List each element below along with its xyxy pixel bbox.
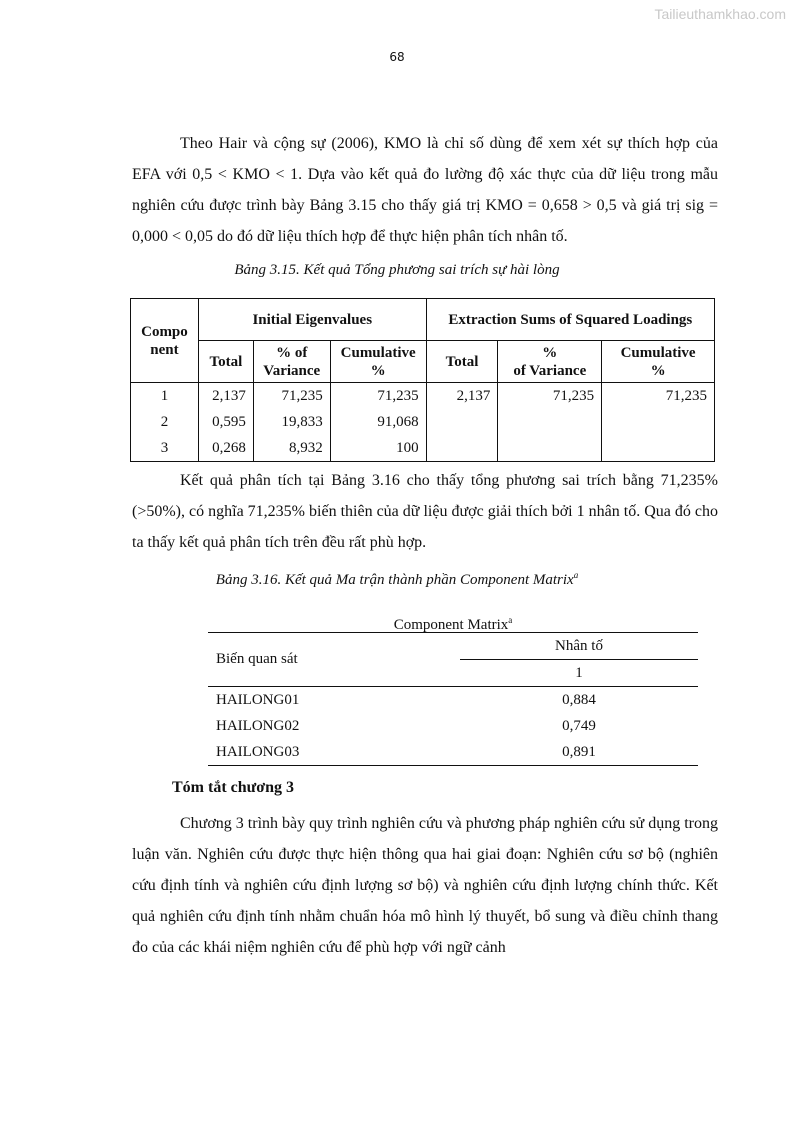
table-row: HAILONG02 0,749 xyxy=(216,717,596,734)
header-extraction-pct-variance: % of Variance xyxy=(498,341,602,383)
table-row: HAILONG01 0,884 xyxy=(216,691,596,708)
header-component: Compo nent xyxy=(131,299,199,383)
header-cumulative: Cumulative % xyxy=(330,341,426,383)
page-number: 68 xyxy=(389,50,405,64)
paragraph-variance: Kết quả phân tích tại Bảng 3.16 cho thấy tổng phương sai trích bằng 71,235% (>50%), có nghĩa 71,235% biến thiên của dữ liệu được giải thích bởi 1 nhân tố. Qua đó cho ta thấy kết quả phân tích trên đều rất phù hợp. xyxy=(132,472,718,551)
header-factor-number: 1 xyxy=(460,660,698,687)
header-pct-variance: % of Variance xyxy=(253,341,330,383)
table-row: 2 0,595 19,833 91,068 xyxy=(131,409,715,435)
component-matrix-title: Component Matrix$^a$ xyxy=(393,615,513,633)
table-row: HAILONG03 0,891 xyxy=(208,739,698,766)
paragraph-summary: Chương 3 trình bày quy trình nghiên cứu và phương pháp nghiên cứu sử dụng trong luận văn. Nghiên cứu được thực hiện thông qua hai giai đoạn: Nghiên cứu sơ bộ (nghiên cứu định tính và nghiên cứu định lượng sơ bộ) và nghiên cứu định lượng chính thức. Kết quả nghiên cứu định tính nhằm chuẩn hóa mô hình lý thuyết, bổ sung và điều chỉnh thang đo của các khái niệm nghiên cứu để phù hợp với ngữ cảnh xyxy=(132,815,718,956)
table-3-15-caption: Bảng 3.15. Kết quả Tổng phương sai trích sự hài lòng xyxy=(234,262,560,278)
table-3-16 xyxy=(208,632,698,766)
header-variable: Biến quan sát xyxy=(208,633,460,687)
table-3-15 xyxy=(130,298,715,462)
header-extraction-sums: Extraction Sums of Squared Loadings xyxy=(426,299,714,341)
watermark: Tailieuthamkhao.com xyxy=(654,6,786,22)
header-initial-eigenvalues: Initial Eigenvalues xyxy=(198,299,426,341)
table-3-16-caption: Bảng 3.16. Kết quả Ma trận thành phần Component Matrix$^a$ xyxy=(215,570,579,588)
table-row: 1 2,137 71,235 71,235 2,137 71,235 71,235 xyxy=(131,383,715,410)
paragraph-kmo: Theo Hair và cộng sự (2006), KMO là chỉ số dùng để xem xét sự thích hợp của EFA với 0,5 < KMO < 1. Dựa vào kết quả đo lường độ xác thực của dữ liệu trong mẫu nghiên cứu được trình bày Bảng 3.15 cho thấy giá trị KMO = 0,658 > 0,5 và giá trị sig = 0,000 < 0,05 do đó dữ liệu thích hợp để thực hiện phân tích nhân tố. xyxy=(132,135,718,245)
summary-heading: Tóm tắt chương 3 xyxy=(172,779,295,796)
header-total: Total xyxy=(198,341,253,383)
table-row: 3 0,268 8,932 100 xyxy=(131,435,715,462)
header-factor: Nhân tố xyxy=(460,633,698,660)
component-matrix xyxy=(208,608,698,766)
header-extraction-cumulative: Cumulative % xyxy=(602,341,715,383)
header-extraction-total: Total xyxy=(426,341,498,383)
